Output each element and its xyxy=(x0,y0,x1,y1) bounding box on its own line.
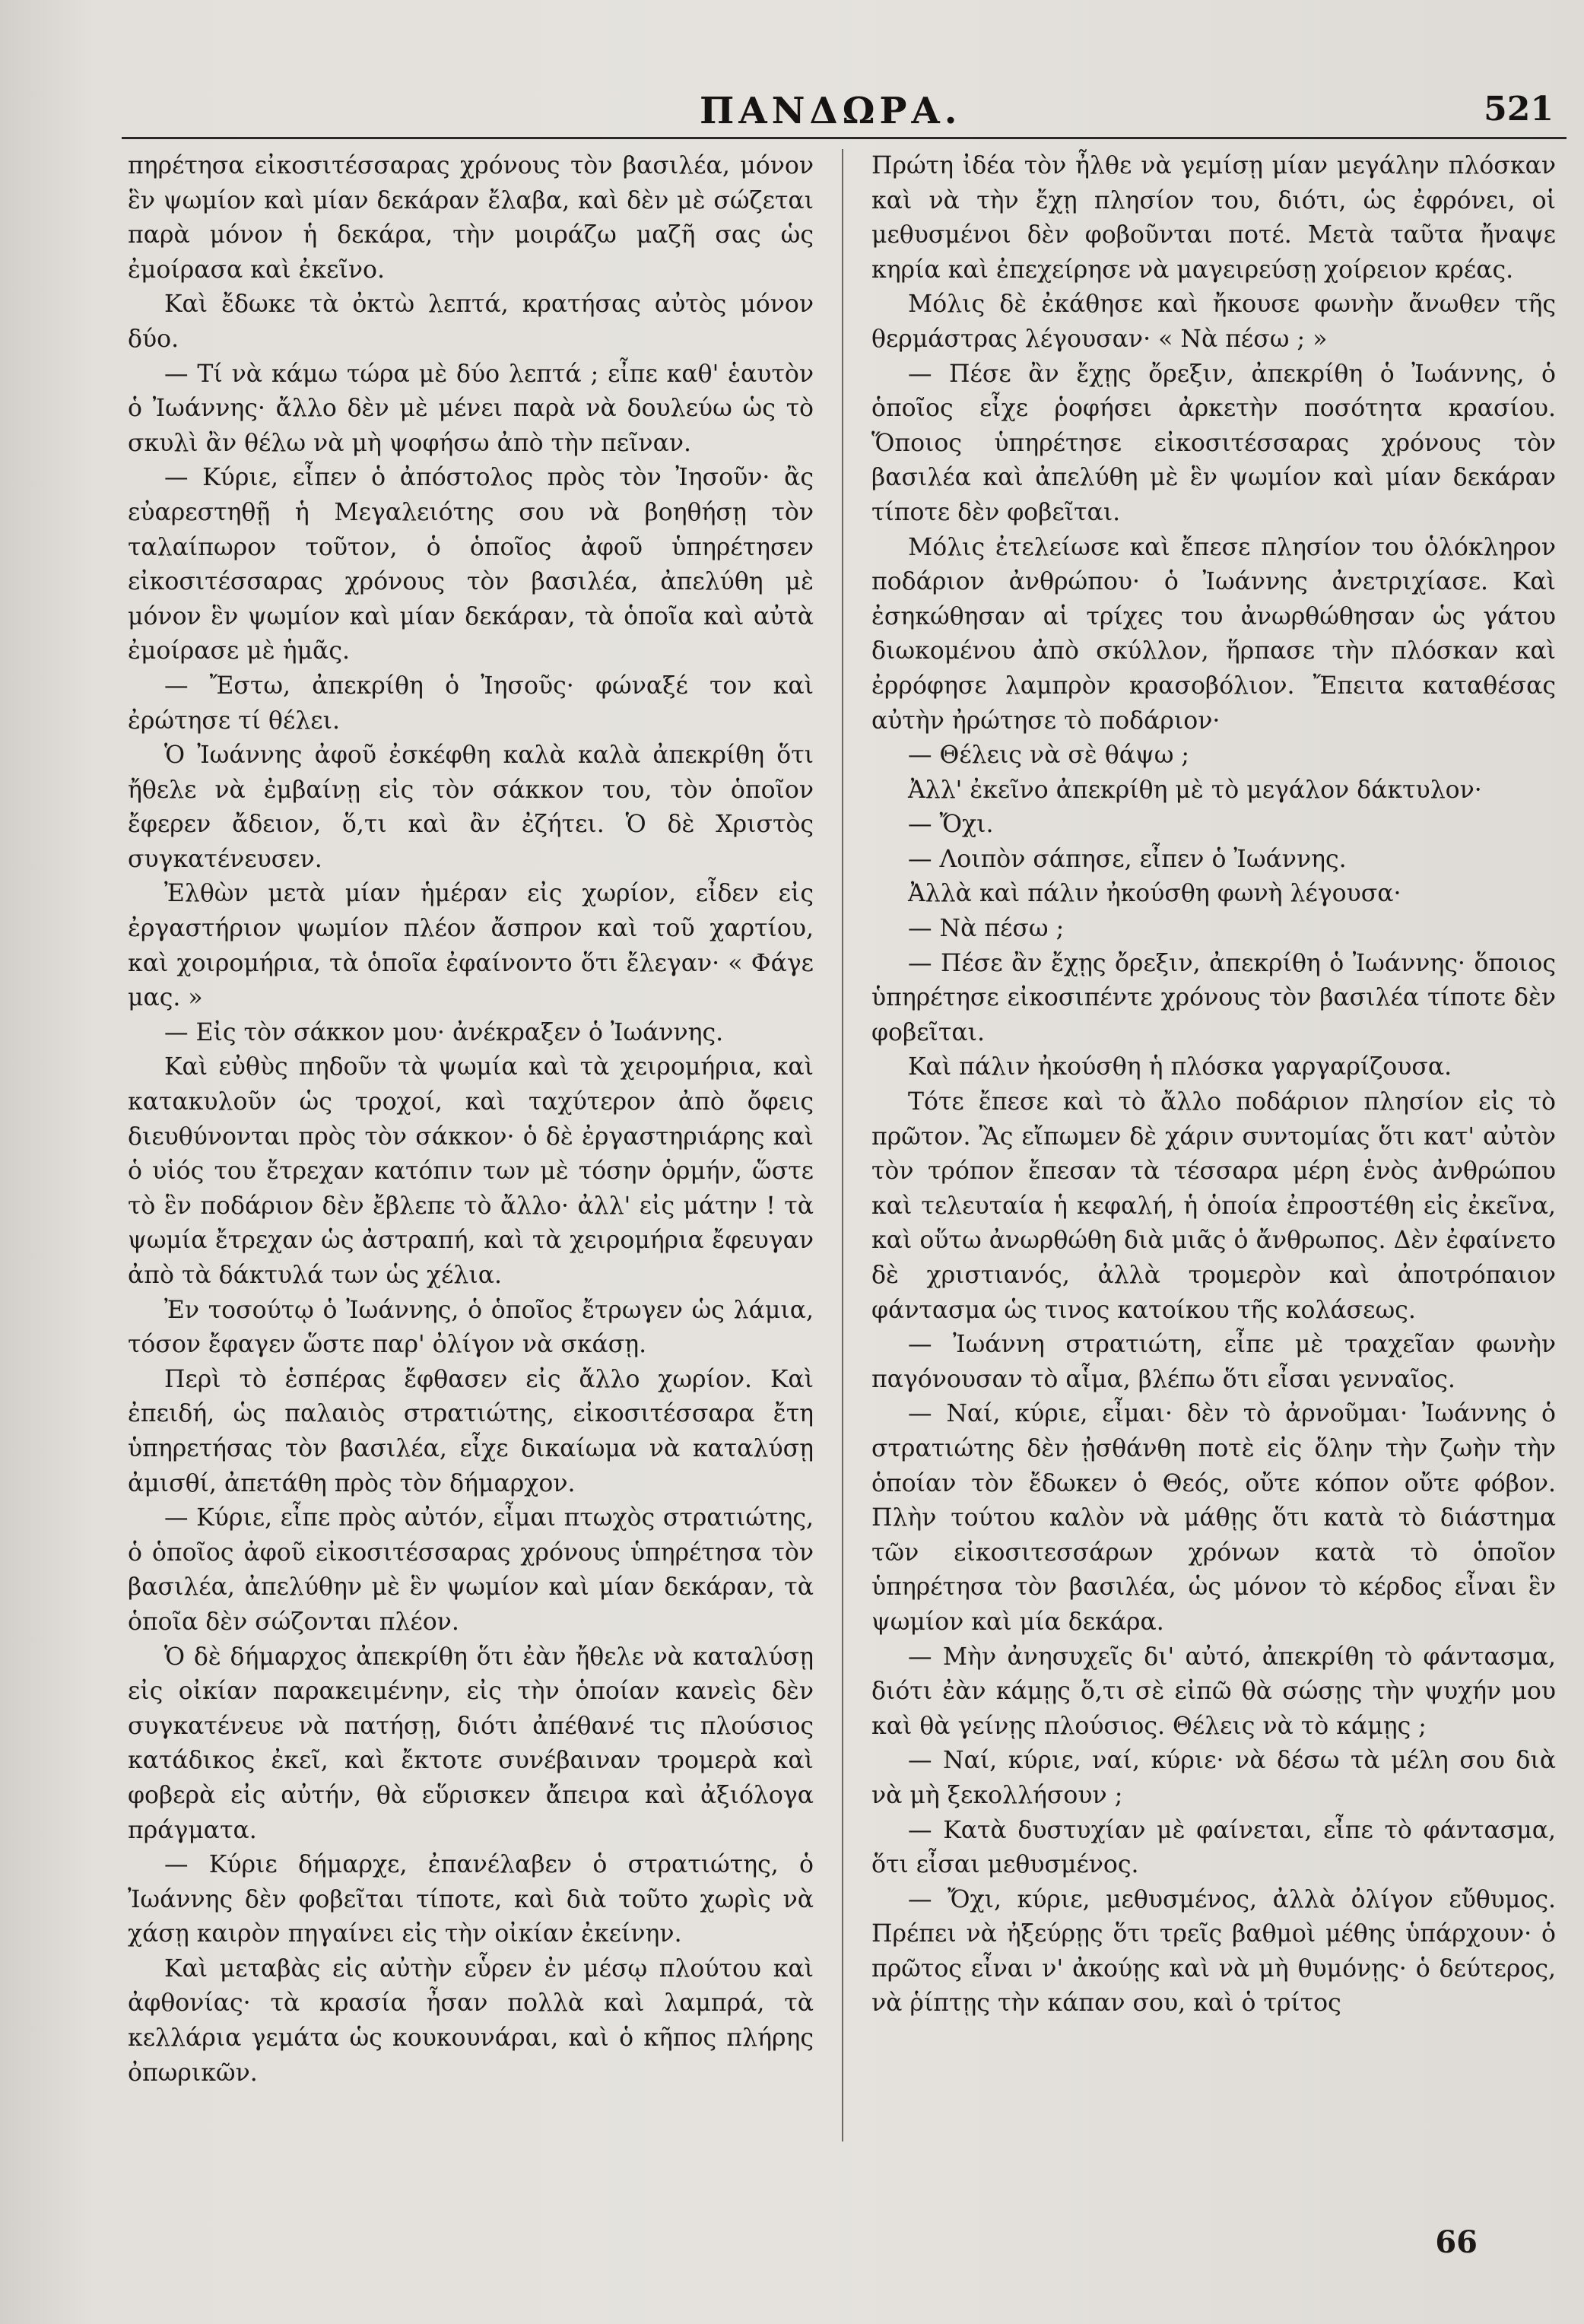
paragraph: — Κατὰ δυστυχίαν μὲ φαίνεται, εἶπε τὸ φάντασμα, ὅτι εἶσαι μεθυσμένος. xyxy=(871,1816,1556,1879)
right-column xyxy=(871,149,1556,2218)
paragraph: Καὶ πάλιν ἠκούσθη ἡ πλόσκα γαργαρίζουσα. xyxy=(908,1053,1452,1081)
paragraph: — Μὴν ἀνησυχεῖς δι' αὐτό, ἀπεκρίθη τὸ φάντασμα, διότι ἐὰν κάμῃς ὅ,τι σὲ εἰπῶ θὰ σώσῃς τὴν ψυχήν μου καὶ θὰ γείνῃς πλούσιος. Θέλεις νὰ τὸ κάμῃς ; xyxy=(871,1643,1556,1740)
paragraph: Καὶ ἔδωκε τὰ ὀκτὼ λεπτά, κρατήσας αὐτὸς μόνον δύο. xyxy=(128,290,814,353)
paragraph: Καὶ μεταβὰς εἰς αὐτὴν εὗρεν ἐν μέσῳ πλούτου καὶ ἀφθονίας· τὰ κρασία ἦσαν πολλὰ καὶ λαμπρά, τὰ κελλάρια γεμάτα ὡς κουκουνάραι, καὶ ὁ κῆπος πλήρης ὀπωρικῶν. xyxy=(128,1954,814,2087)
paragraph: Καὶ εὐθὺς πηδοῦν τὰ ψωμία καὶ τὰ χειρομήρια, καὶ κατακυλοῦν ὡς τροχοί, καὶ ταχύτερον ἀπὸ ὄφεις διευθύνονται πρὸς τὸν σάκκον· ὁ δὲ ἐργαστηριάρης καὶ ὁ υἱός του ἔτρεχαν κατόπιν των μὲ τόσην ὁρμήν, ὥστε τὸ ἓν ποδάριον δὲν ἔβλεπε τὸ ἄλλο· ἀλλ' εἰς μάτην ! τὰ ψωμία ἔτρεχαν ὡς ἀστραπή, καὶ τὰ χειρομήρια ἔφευγαν ἀπὸ τὰ δάκτυλά των ὡς χέλια. xyxy=(128,1053,814,1289)
running-head: ΠΑΝΔΩΡΑ. xyxy=(700,90,962,132)
paragraph: — Λοιπὸν σάπησε, εἶπεν ὁ Ἰωάννης. xyxy=(908,845,1347,873)
paragraph: — Ναί, κύριε, εἶμαι· δὲν τὸ ἀρνοῦμαι· Ἰωάννης ὁ στρατιώτης δὲν ᾐσθάνθη ποτὲ εἰς ὅλην τὴν ζωὴν τὴν ὁποίαν τὸν ἔδωκεν ὁ Θεός, οὔτε κόπον οὔτε φόβον. Πλὴν τούτου καλὸν νὰ μάθῃς ὅτι κατὰ τὸ διάστημα τῶν εἰκοσιτεσσάρων χρόνων κατὰ τὸ ὁποῖον ὑπηρέτησα τὸν βασιλέα, ὡς μόνον τὸ κέρδος εἶναι ἓν ψωμίον καὶ μία δεκάρα. xyxy=(871,1400,1556,1636)
page-header xyxy=(0,90,1584,135)
header-rule xyxy=(122,137,1567,139)
paragraph: — Ἰωάννη στρατιώτη, εἶπε μὲ τραχεῖαν φωνὴν παγόνουσαν τὸ αἷμα, βλέπω ὅτι εἶσαι γενναῖος. xyxy=(871,1331,1556,1393)
paragraph: — Θέλεις νὰ σὲ θάψω ; xyxy=(908,741,1190,770)
paragraph: πηρέτησα εἰκοσιτέσσαρας χρόνους τὸν βασιλέα, μόνον ἓν ψωμίον καὶ μίαν δεκάραν ἔλαβα, καὶ δὲν μὲ σώζεται παρὰ μόνον ἡ δεκάρα, τὴν μοιράζω μαζῆ σας ὡς ἐμοίρασα καὶ ἐκεῖνο. xyxy=(128,152,814,284)
paragraph: Ἐν τοσούτῳ ὁ Ἰωάννης, ὁ ὁποῖος ἔτρωγεν ὡς λάμια, τόσον ἔφαγεν ὥστε παρ' ὀλίγον νὰ σκάσῃ. xyxy=(128,1296,814,1359)
paragraph: — Ἔστω, ἀπεκρίθη ὁ Ἰησοῦς· φώναξέ τον καὶ ἐρώτησε τί θέλει. xyxy=(128,671,814,735)
page-number: 521 xyxy=(1484,90,1554,129)
paragraph: — Ὄχι, κύριε, μεθυσμένος, ἀλλὰ ὀλίγον εὔθυμος. Πρέπει νὰ ἠξεύρῃς ὅτι τρεῖς βαθμοὶ μέθης ὑπάρχουν· ὁ πρῶτος εἶναι ν' ἀκούῃς καὶ νὰ μὴ θυμόνῃς· ὁ δεύτερος, νὰ ῥίπτῃς τὴν κάπαν σου, καὶ ὁ τρίτος xyxy=(871,1885,1556,2018)
paragraph: — Κύριε, εἶπεν ὁ ἀπόστολος πρὸς τὸν Ἰησοῦν· ἂς εὐαρεστηθῇ ἡ Μεγαλειότης σου νὰ βοηθήσῃ τὸν ταλαίπωρον τοῦτον, ὁ ὁποῖος ἀφοῦ ὑπηρέτησεν εἰκοσιτέσσαρας χρόνους τὸν βασιλέα, ἀπελύθη μὲ μόνον ἓν ψωμίον καὶ μίαν δεκάραν, τὰ ὁποῖα καὶ αὐτὰ ἐμοίρασε μὲ ἡμᾶς. xyxy=(128,464,814,665)
paragraph: Μόλις ἐτελείωσε καὶ ἔπεσε πλησίον του ὁλόκληρον ποδάριον ἀνθρώπου· ὁ Ἰωάννης ἀνετριχίασε. Καὶ ἐσηκώθησαν αἱ τρίχες του ἀνωρθώθησαν ὡς γάτου διωκομένου ἀπὸ σκύλλον, ἥρπασε τὴν πλόσκαν καὶ ἐρρόφησε λαμπρὸν κρασοβόλιον. Ἔπειτα καταθέσας αὐτὴν ἠρώτησε τὸ ποδάριον· xyxy=(871,533,1556,735)
paragraph: Τότε ἔπεσε καὶ τὸ ἄλλο ποδάριον πλησίον εἰς τὸ πρῶτον. Ἂς εἴπωμεν δὲ χάριν συντομίας ὅτι κατ' αὐτὸν τὸν τρόπον ἔπεσαν τὰ τέσσαρα μέρη ἑνὸς ἀνθρώπου καὶ τελευταία ἡ κεφαλή, ἡ ὁποία ἐπροστέθη εἰς ἐκεῖνα, καὶ οὕτω ἀνωρθώθη διὰ μιᾶς ὁ ἄνθρωπος. Δὲν ἐφαίνετο δὲ χριστιανός, ἀλλὰ τρομερὸν καὶ ἀποτρόπαιον φάντασμα ὡς τινος κατοίκου τῆς κολάσεως. xyxy=(871,1088,1556,1324)
paragraph: Ὁ δὲ δήμαρχος ἀπεκρίθη ὅτι ἐὰν ἤθελε νὰ καταλύσῃ εἰς οἰκίαν παρακειμένην, εἰς τὴν ὁποίαν κανεὶς δὲν συγκατένευε νὰ πατήσῃ, διότι ἀπέθανέ τις πλούσιος κατάδικος ἐκεῖ, καὶ ἔκτοτε συνέβαιναν τρομερὰ καὶ φοβερὰ εἰς αὐτήν, θὰ εὕρισκεν ἄπειρα καὶ ἀξιόλογα πράγματα. xyxy=(128,1643,814,1844)
signature-mark: 66 xyxy=(1435,2224,1478,2260)
paragraph: Ἐλθὼν μετὰ μίαν ἡμέραν εἰς χωρίον, εἶδεν εἰς ἐργαστήριον ψωμίον πλέον ἄσπρον καὶ τοῦ χαρτίου, καὶ χοιρομήρια, τὰ ὁποῖα ἐφαίνοντο ὅτι ἔλεγαν· « Φάγε μας. » xyxy=(128,880,814,1012)
paragraph: — Εἰς τὸν σάκκον μου· ἀνέκραξεν ὁ Ἰωάννης. xyxy=(164,1018,724,1046)
paragraph: Ὁ Ἰωάννης ἀφοῦ ἐσκέφθη καλὰ καλὰ ἀπεκρίθη ὅτι ἤθελε νὰ ἐμβαίνῃ εἰς τὸν σάκκον του, τὸν ὁποῖον ἔφερεν ἄδειον, ὅ,τι καὶ ἂν ἐζήτει. Ὁ δὲ Χριστὸς συγκατένευσεν. xyxy=(128,741,814,873)
paragraph: — Νὰ πέσω ; xyxy=(908,915,1065,943)
paragraph: Πρώτη ἰδέα τὸν ἦλθε νὰ γεμίσῃ μίαν μεγάλην πλόσκαν καὶ νὰ τὴν ἔχῃ πλησίον του, διότι, ὡς ἐφρόνει, οἱ μεθυσμένοι δὲν φοβοῦνται ποτέ. Μετὰ ταῦτα ἤναψε κηρία καὶ ἐπεχείρησε νὰ μαγειρεύσῃ χοίρειον κρέας. xyxy=(871,152,1556,284)
paragraph: — Κύριε, εἶπε πρὸς αὐτόν, εἶμαι πτωχὸς στρατιώτης, ὁ ὁποῖος ἀφοῦ εἰκοσιτέσσαρας χρόνους ὑπηρέτησα τὸν βασιλέα, ἀπελύθην μὲ ἓν ψωμίον καὶ μίαν δεκάραν, τὰ ὁποῖα δὲν σώζονται πλέον. xyxy=(128,1504,814,1636)
paragraph: — Πέσε ἂν ἔχῃς ὄρεξιν, ἀπεκρίθη ὁ Ἰωάννης, ὁ ὁποῖος εἶχε ῥοφήσει ἀρκετὴν ποσότητα κρασίου. Ὅποιος ὑπηρέτησε εἰκοσιτέσσαρας χρόνους τὸν βασιλέα καὶ ἀπελύθη μὲ ἓν ψωμίον καὶ μίαν δεκάραν τίποτε δὲν φοβεῖται. xyxy=(871,360,1556,526)
left-column xyxy=(128,149,814,2218)
paragraph: Ἀλλὰ καὶ πάλιν ἠκούσθη φωνὴ λέγουσα· xyxy=(908,880,1401,908)
paragraph: Περὶ τὸ ἑσπέρας ἔφθασεν εἰς ἄλλο χωρίον. Καὶ ἐπειδή, ὡς παλαιὸς στρατιώτης, εἰκοσιτέσσαρα ἔτη ὑπηρετήσας τὸν βασιλέα, εἶχε δικαίωμα νὰ καταλύσῃ ἀμισθί, ἀπετάθη πρὸς τὸν δήμαρχον. xyxy=(128,1365,814,1497)
paragraph: — Ὄχι. xyxy=(908,811,994,839)
paragraph: Ἀλλ' ἐκεῖνο ἀπεκρίθη μὲ τὸ μεγάλον δάκτυλον· xyxy=(908,776,1482,804)
paragraph: — Ναί, κύριε, ναί, κύριε· νὰ δέσω τὰ μέλη σου διὰ νὰ μὴ ξεκολλήσουν ; xyxy=(871,1747,1556,1809)
column-divider xyxy=(842,149,843,2141)
paragraph: — Τί νὰ κάμω τώρα μὲ δύο λεπτά ; εἶπε καθ' ἑαυτὸν ὁ Ἰωάννης· ἄλλο δὲν μὲ μένει παρὰ νὰ δουλεύω ὡς τὸ σκυλὶ ἂν θέλω νὰ μὴ ψοφήσω ἀπὸ τὴν πεῖναν. xyxy=(128,360,814,457)
paragraph: — Κύριε δήμαρχε, ἐπανέλαβεν ὁ στρατιώτης, ὁ Ἰωάννης δὲν φοβεῖται τίποτε, καὶ διὰ τοῦτο χωρὶς νὰ χάσῃ καιρὸν πηγαίνει εἰς τὴν οἰκίαν ἐκείνην. xyxy=(128,1851,814,1948)
paragraph: Μόλις δὲ ἐκάθησε καὶ ἤκουσε φωνὴν ἄνωθεν τῆς θερμάστρας λέγουσαν· « Νὰ πέσω ; » xyxy=(871,290,1556,353)
paragraph: — Πέσε ἂν ἔχῃς ὄρεξιν, ἀπεκρίθη ὁ Ἰωάννης· ὅποιος ὑπηρέτησε εἰκοσιπέντε χρόνους τὸν βασιλέα τίποτε δὲν φοβεῖται. xyxy=(871,949,1556,1046)
